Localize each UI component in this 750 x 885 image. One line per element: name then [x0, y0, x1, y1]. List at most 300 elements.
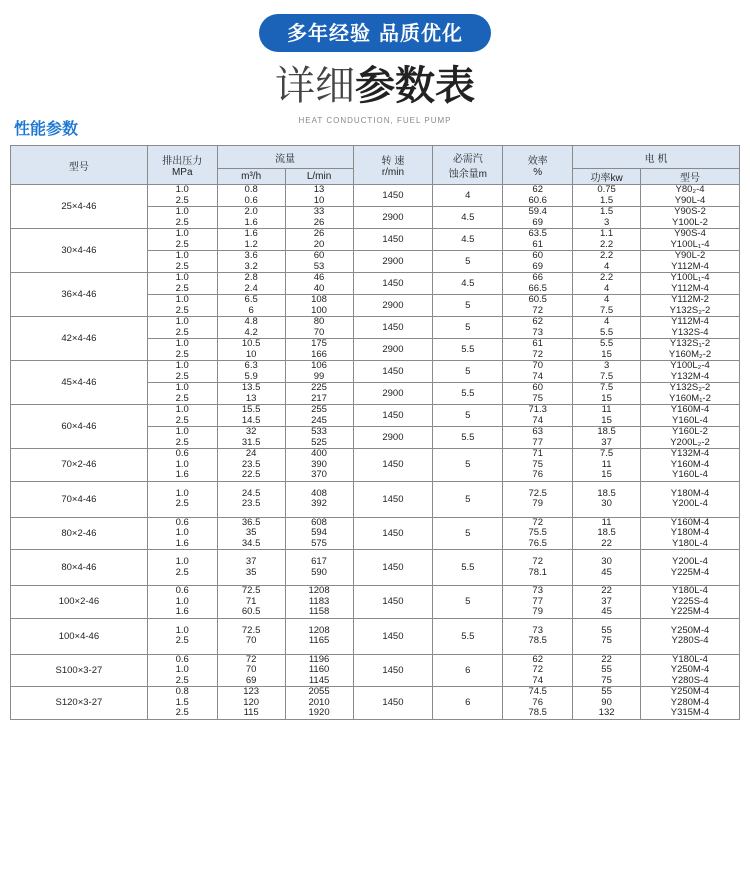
power-cell-value: 4: [603, 260, 610, 272]
motor-model-cell-value: Y315M-4: [670, 707, 710, 718]
model-cell: 60×4-46: [11, 405, 148, 449]
flow-lmin-cell-value: 525: [311, 436, 327, 448]
eff-cell-value: 72: [532, 556, 543, 567]
table-row: [11, 317, 740, 339]
pressure-cell: [147, 273, 217, 295]
eff-cell-value: 62: [532, 316, 543, 327]
eff-cell-value: 73: [532, 585, 543, 596]
power-cell-value: 132: [598, 707, 615, 718]
eff-cell: [503, 339, 573, 361]
flow-lmin-cell-value: 20: [313, 238, 325, 250]
flow-lmin-cell-value: 2010: [308, 696, 330, 708]
eff-cell: [503, 405, 573, 427]
table-row: [11, 586, 740, 619]
eff-cell-value: 59.4: [528, 206, 547, 217]
motor-model-cell: [641, 687, 740, 720]
motor-model-cell-value: Y132M-4: [670, 370, 710, 382]
model-cell: 42×4-46: [11, 317, 148, 361]
power-cell-value: 1.5: [599, 206, 614, 217]
motor-model-cell-value: Y160L-4: [672, 469, 708, 480]
flow-m3-cell-value: 70: [245, 664, 257, 675]
motor-model-cell-value: Y160M-4: [670, 516, 710, 528]
power-cell: [573, 654, 641, 687]
motor-model-cell: [641, 207, 740, 229]
eff-cell: [503, 654, 573, 687]
flow-m3-cell: [217, 687, 285, 720]
model-cell: 80×4-46: [11, 550, 148, 586]
model-cell: 100×2-46: [11, 586, 148, 619]
pressure-cell: [147, 550, 217, 586]
header-flow-m3: m³/h: [217, 169, 285, 185]
pressure-cell-value: 2.5: [175, 707, 189, 718]
speed-cell: 1450: [353, 361, 433, 383]
eff-cell-value: 70: [532, 360, 543, 371]
motor-model-cell: [641, 251, 740, 273]
flow-m3-cell-value: 24.5: [241, 487, 261, 499]
flow-m3-cell: [217, 481, 285, 517]
eff-cell: [503, 251, 573, 273]
flow-m3-cell-value: 31.5: [241, 436, 261, 448]
eff-cell-value: 78.5: [528, 707, 547, 718]
power-cell-value: 0.75: [597, 184, 616, 195]
flow-lmin-cell-value: 225: [311, 382, 327, 393]
pressure-cell-value: 1.6: [175, 469, 189, 480]
power-cell-value: 4: [603, 282, 610, 294]
flow-m3-cell-value: 4.8: [244, 316, 258, 327]
power-cell-value: 1.5: [599, 194, 614, 206]
flow-m3-cell-value: 1.6: [244, 216, 258, 228]
flow-lmin-cell: [285, 654, 353, 687]
power-cell-value: 1.1: [599, 228, 614, 239]
eff-cell: [503, 361, 573, 383]
power-cell-value: 18.5: [597, 487, 616, 499]
eff-cell-value: 62: [532, 184, 543, 195]
header-flow: 流量: [217, 146, 353, 169]
eff-cell-value: 74.5: [528, 686, 547, 697]
power-cell-value: 55: [601, 664, 612, 675]
power-cell-value: 15: [601, 414, 612, 426]
pressure-cell-value: 1.0: [175, 272, 189, 283]
eff-cell-value: 62: [532, 653, 543, 665]
eff-cell: [503, 317, 573, 339]
power-cell-value: 15: [601, 392, 612, 404]
table-row: [11, 517, 740, 550]
flow-lmin-cell: [285, 449, 353, 482]
flow-lmin-cell-value: 53: [313, 260, 325, 272]
eff-cell: [503, 295, 573, 317]
motor-model-cell-value: Y180L-4: [672, 537, 708, 549]
pressure-cell: [147, 339, 217, 361]
flow-m3-cell: [217, 449, 285, 482]
pressure-cell: [147, 405, 217, 427]
flow-lmin-cell-value: 40: [313, 282, 325, 294]
table-row: [11, 449, 740, 482]
power-cell-value: 18.5: [597, 426, 616, 437]
pressure-cell-value: 2.5: [175, 498, 189, 509]
flow-lmin-cell-value: 26: [313, 216, 325, 228]
header-speed: [353, 146, 433, 185]
pressure-cell: [147, 317, 217, 339]
eff-cell: [503, 550, 573, 586]
pressure-cell-value: 1.0: [175, 404, 189, 415]
flow-m3-cell-value: 15.5: [241, 404, 261, 415]
npsh-cell: 5.5: [433, 339, 503, 361]
pressure-cell-value: 0.6: [175, 448, 189, 459]
page-title: [0, 54, 750, 111]
motor-model-cell-value: Y132S₂-2: [669, 304, 711, 316]
eff-cell-value: 76: [532, 469, 543, 480]
header-npsh: [433, 146, 503, 185]
power-cell-value: 11: [601, 404, 612, 415]
pressure-cell-value: 2.5: [175, 370, 189, 382]
header-speed-label: 转 速: [381, 156, 405, 167]
speed-cell: 2900: [353, 207, 433, 229]
header-eff-unit: %: [533, 167, 543, 178]
pressure-cell-value: 2.5: [175, 326, 189, 338]
pressure-cell-value: 1.0: [175, 426, 189, 437]
eff-cell-value: 79: [532, 498, 543, 509]
flow-m3-cell: [217, 229, 285, 251]
pressure-cell-value: 1.6: [175, 606, 189, 617]
pressure-cell: [147, 251, 217, 273]
flow-m3-cell: [217, 550, 285, 586]
eff-cell-value: 60: [532, 382, 543, 393]
section-heading: 性能参数: [14, 119, 79, 138]
motor-model-cell-value: Y112M-4: [671, 260, 709, 272]
power-cell-value: 5.5: [599, 338, 614, 349]
eff-cell-value: 74: [532, 370, 543, 382]
motor-model-cell: [641, 185, 740, 207]
speed-cell: 1450: [353, 687, 433, 720]
motor-model-cell-value: Y280S-4: [671, 635, 709, 646]
pressure-cell-value: 1.0: [175, 294, 189, 305]
power-cell-value: 7.5: [599, 370, 614, 382]
motor-model-cell-value: Y180M-4: [670, 487, 710, 499]
pressure-cell-value: 2.5: [175, 392, 189, 404]
flow-lmin-cell-value: 1208: [308, 624, 330, 636]
eff-cell: [503, 273, 573, 295]
eff-cell-value: 75: [532, 458, 543, 470]
flow-m3-cell: [217, 185, 285, 207]
motor-model-cell-value: Y160M-4: [670, 458, 710, 470]
eff-cell-value: 75.5: [528, 527, 547, 538]
flow-m3-cell: [217, 405, 285, 427]
motor-model-cell-value: Y160M-4: [670, 404, 710, 415]
eff-cell: [503, 185, 573, 207]
motor-model-cell-value: Y90S-2: [674, 206, 706, 217]
motor-model-cell: [641, 361, 740, 383]
power-cell: [573, 383, 641, 405]
speed-cell: 1450: [353, 317, 433, 339]
speed-cell: 1450: [353, 273, 433, 295]
motor-model-cell-value: Y200L₂-2: [670, 436, 710, 448]
speed-cell: 1450: [353, 405, 433, 427]
power-cell: [573, 586, 641, 619]
speed-cell: 1450: [353, 550, 433, 586]
flow-m3-cell-value: 1.6: [244, 228, 258, 239]
flow-m3-cell-value: 13.5: [241, 382, 261, 393]
flow-m3-cell-value: 13: [245, 392, 257, 404]
flow-m3-cell-value: 123: [243, 686, 260, 697]
flow-m3-cell-value: 35: [245, 566, 257, 578]
motor-model-cell-value: Y180L-4: [672, 653, 708, 665]
eff-cell-value: 60: [532, 250, 543, 261]
eff-cell-value: 77: [532, 436, 543, 448]
motor-model-cell: [641, 383, 740, 405]
speed-cell: 1450: [353, 517, 433, 550]
motor-model-cell: [641, 481, 740, 517]
speed-cell: 1450: [353, 229, 433, 251]
power-cell-value: 30: [601, 556, 612, 567]
pressure-cell-value: 1.0: [175, 458, 189, 470]
flow-lmin-cell: [285, 405, 353, 427]
motor-model-cell: [641, 339, 740, 361]
eff-cell-value: 78.5: [528, 635, 547, 646]
eff-cell: [503, 427, 573, 449]
pressure-cell-value: 2.5: [175, 566, 189, 578]
motor-model-cell-value: Y200L-4: [672, 498, 708, 509]
eff-cell-value: 69: [532, 260, 543, 272]
flow-lmin-cell-value: 1183: [308, 595, 330, 607]
flow-lmin-cell-value: 608: [311, 516, 327, 528]
power-cell: [573, 481, 641, 517]
npsh-cell: 5: [433, 317, 503, 339]
flow-lmin-cell-value: 26: [313, 228, 325, 239]
motor-model-cell-value: Y225M-4: [670, 566, 710, 578]
pressure-cell-value: 1.0: [175, 316, 189, 327]
motor-model-cell-value: Y90S-4: [674, 228, 706, 239]
table-row: [11, 185, 740, 207]
pressure-cell: [147, 383, 217, 405]
pressure-cell-value: 1.0: [175, 360, 189, 371]
flow-m3-cell: [217, 295, 285, 317]
flow-m3-cell: [217, 618, 285, 654]
npsh-cell: 5: [433, 405, 503, 427]
table-row: [11, 687, 740, 720]
pressure-cell-value: 2.5: [175, 238, 189, 250]
pressure-cell: [147, 586, 217, 619]
eff-cell-value: 74: [532, 414, 543, 426]
pressure-cell-value: 1.0: [175, 624, 189, 636]
title-light: 详细: [275, 63, 355, 109]
eff-cell-value: 60.5: [528, 294, 547, 305]
spec-table: [10, 145, 740, 720]
npsh-cell: 6: [433, 654, 503, 687]
eff-cell-value: 63: [532, 426, 543, 437]
motor-model-cell-value: Y80₂-4: [675, 184, 705, 195]
power-cell: [573, 251, 641, 273]
speed-cell: 1450: [353, 654, 433, 687]
npsh-cell: 6: [433, 687, 503, 720]
power-cell-value: 37: [601, 436, 612, 448]
flow-lmin-cell-value: 217: [311, 392, 327, 404]
power-cell: [573, 207, 641, 229]
title-bold: 参数表: [355, 63, 475, 109]
power-cell: [573, 339, 641, 361]
pressure-cell-value: 1.0: [175, 206, 189, 217]
pressure-cell-value: 1.0: [175, 556, 189, 567]
pressure-cell-value: 2.5: [175, 348, 189, 360]
eff-cell: [503, 383, 573, 405]
model-cell: 80×2-46: [11, 517, 148, 550]
motor-model-cell: [641, 229, 740, 251]
flow-m3-cell-value: 6.5: [244, 294, 258, 305]
pressure-cell-value: 0.6: [175, 516, 189, 528]
motor-model-cell-value: Y100L₂-4: [670, 360, 710, 371]
flow-lmin-cell-value: 175: [311, 338, 327, 349]
power-cell-value: 75: [601, 635, 612, 646]
pressure-cell: [147, 654, 217, 687]
eff-cell: [503, 618, 573, 654]
header-power: 功率kw: [573, 169, 641, 185]
flow-m3-cell-value: 72.5: [241, 624, 261, 636]
flow-lmin-cell: [285, 383, 353, 405]
power-cell: [573, 185, 641, 207]
flow-m3-cell-value: 36.5: [241, 516, 261, 528]
motor-model-cell-value: Y250M-4: [670, 686, 710, 697]
flow-lmin-cell-value: 392: [311, 498, 327, 509]
npsh-cell: 4.5: [433, 273, 503, 295]
eff-cell-value: 66.5: [528, 282, 547, 294]
pressure-cell: [147, 481, 217, 517]
power-cell-value: 37: [601, 595, 612, 607]
pressure-cell: [147, 449, 217, 482]
pressure-cell-value: 0.6: [175, 585, 189, 596]
power-cell: [573, 295, 641, 317]
motor-model-cell-value: Y280M-4: [670, 696, 710, 708]
npsh-cell: 5.5: [433, 383, 503, 405]
pressure-cell-value: 0.6: [175, 653, 189, 665]
flow-m3-cell-value: 37: [245, 556, 257, 567]
flow-m3-cell-value: 10.5: [241, 338, 261, 349]
motor-model-cell-value: Y132S₁-2: [669, 338, 711, 349]
motor-model-cell-value: Y90L-4: [674, 194, 706, 206]
flow-lmin-cell-value: 1196: [308, 653, 330, 665]
power-cell-value: 11: [601, 458, 612, 470]
flow-m3-cell-value: 0.8: [244, 184, 258, 195]
power-cell: [573, 273, 641, 295]
eff-cell-value: 61: [532, 338, 543, 349]
flow-m3-cell-value: 2.8: [244, 272, 258, 283]
power-cell-value: 22: [601, 537, 612, 549]
power-cell: [573, 229, 641, 251]
flow-lmin-cell-value: 590: [311, 566, 327, 578]
header-npsh-label2: 蚀余量m: [448, 169, 487, 180]
power-cell-value: 30: [601, 498, 612, 509]
eff-cell: [503, 449, 573, 482]
flow-lmin-cell-value: 245: [311, 414, 327, 426]
pressure-cell-value: 1.0: [175, 595, 189, 607]
power-cell-value: 5.5: [599, 326, 614, 338]
header-eff: [503, 146, 573, 185]
flow-m3-cell: [217, 427, 285, 449]
flow-m3-cell: [217, 654, 285, 687]
pressure-cell-value: 1.0: [175, 664, 189, 675]
power-cell: [573, 618, 641, 654]
eff-cell-value: 69: [532, 216, 543, 228]
flow-m3-cell-value: 5.9: [244, 370, 258, 382]
pressure-cell: [147, 207, 217, 229]
flow-lmin-cell-value: 70: [313, 326, 325, 338]
model-cell: 70×2-46: [11, 449, 148, 482]
speed-cell: 2900: [353, 295, 433, 317]
pressure-cell: [147, 229, 217, 251]
motor-model-cell-value: Y160M₂-2: [668, 348, 712, 360]
pressure-cell-value: 2.5: [175, 194, 189, 206]
model-cell: 45×4-46: [11, 361, 148, 405]
flow-m3-cell-value: 72.5: [241, 585, 261, 596]
flow-lmin-cell: [285, 229, 353, 251]
pressure-cell: [147, 687, 217, 720]
header-motor-model: 型号: [641, 169, 740, 185]
flow-lmin-cell-value: 533: [311, 426, 327, 437]
pressure-cell: [147, 517, 217, 550]
header-pressure-unit: MPa: [171, 167, 193, 178]
motor-model-cell-value: Y200L-4: [672, 556, 708, 567]
flow-lmin-cell-value: 1165: [308, 635, 330, 646]
power-cell: [573, 449, 641, 482]
flow-lmin-cell: [285, 517, 353, 550]
eff-cell-value: 61: [532, 238, 543, 250]
eff-cell-value: 78.1: [528, 566, 547, 578]
pressure-cell-value: 1.0: [175, 487, 189, 499]
model-cell: 100×4-46: [11, 618, 148, 654]
flow-m3-cell-value: 24: [245, 448, 257, 459]
power-cell: [573, 405, 641, 427]
motor-model-cell: [641, 273, 740, 295]
eff-cell: [503, 229, 573, 251]
flow-m3-cell-value: 6.3: [244, 360, 258, 371]
power-cell: [573, 687, 641, 720]
motor-model-cell-value: Y100L₁-4: [670, 238, 710, 250]
npsh-cell: 4: [433, 185, 503, 207]
flow-m3-cell: [217, 251, 285, 273]
power-cell: [573, 317, 641, 339]
table-row: [11, 405, 740, 427]
flow-m3-cell-value: 3.6: [244, 250, 258, 261]
flow-lmin-cell-value: 100: [311, 304, 327, 316]
power-cell-value: 15: [601, 469, 612, 480]
flow-lmin-cell: [285, 273, 353, 295]
power-cell-value: 22: [601, 653, 612, 665]
motor-model-cell-value: Y132S₂-2: [669, 382, 711, 393]
flow-lmin-cell-value: 80: [313, 316, 325, 327]
flow-lmin-cell-value: 370: [311, 469, 327, 480]
table-row: [11, 654, 740, 687]
motor-model-cell-value: Y180L-4: [672, 585, 708, 596]
pressure-cell-value: 1.0: [175, 338, 189, 349]
flow-lmin-cell: [285, 550, 353, 586]
power-cell-value: 55: [601, 686, 612, 697]
eff-cell: [503, 687, 573, 720]
pressure-cell-value: 2.5: [175, 260, 189, 272]
speed-cell: 2900: [353, 339, 433, 361]
motor-model-cell-value: Y112M-4: [671, 316, 709, 327]
power-cell-value: 90: [601, 696, 612, 708]
pressure-cell: [147, 185, 217, 207]
eff-cell: [503, 481, 573, 517]
motor-model-cell: [641, 405, 740, 427]
flow-m3-cell-value: 6: [248, 304, 254, 316]
flow-lmin-cell-value: 1920: [308, 707, 330, 718]
flow-lmin-cell-value: 106: [311, 360, 327, 371]
motor-model-cell-value: Y100L-2: [672, 216, 708, 228]
eff-cell-value: 76: [532, 696, 543, 708]
power-cell-value: 55: [601, 624, 612, 636]
speed-cell: 2900: [353, 383, 433, 405]
table-row: [11, 361, 740, 383]
npsh-cell: 5: [433, 481, 503, 517]
